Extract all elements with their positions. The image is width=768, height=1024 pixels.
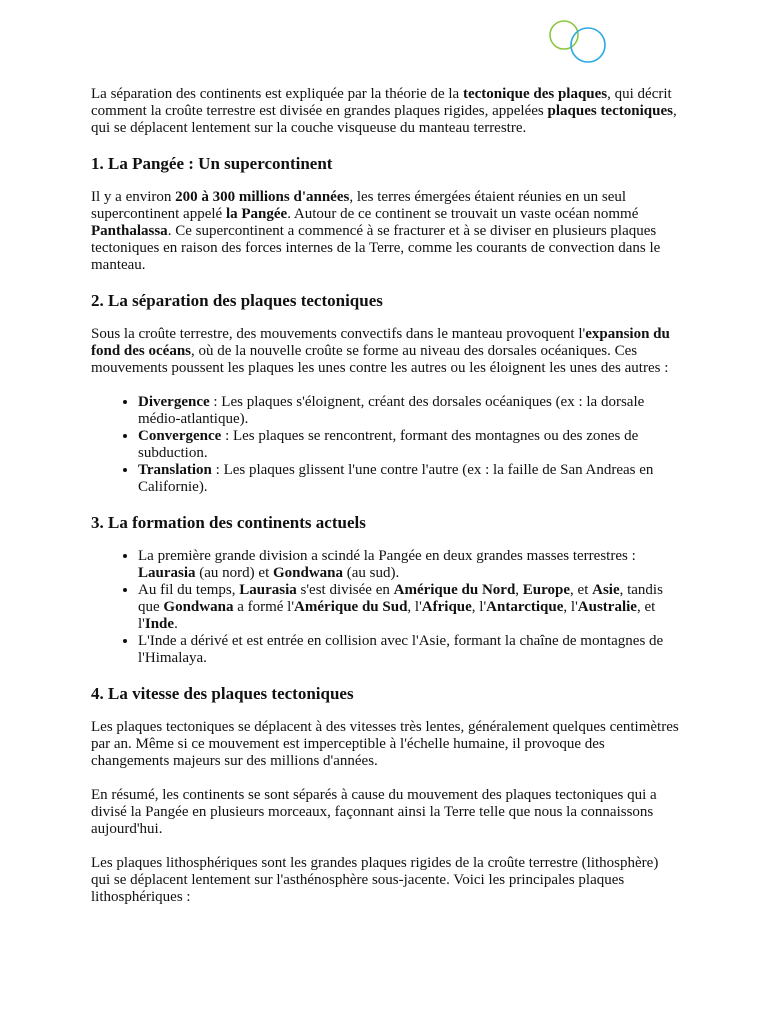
bold-term: tectonique des plaques [462, 86, 608, 102]
bold-term: Convergence [138, 428, 222, 444]
section-1-title: 1. La Pangée : Un supercontinent [91, 154, 333, 173]
list-item: • Au fil du temps, Laurasia s'est divisée en Amérique du Nord, Europe, et Asie, tandis que Gondwana a formé l'Amérique du Sud, l'Afrique, l'Antarctique, l'Australie, et l'Inde. [138, 582, 681, 633]
list-item: • La première grande division a scindé la Pangée en deux grandes masses terrestres : Laurasia (au nord) et Gondwana (au sud). [138, 548, 681, 582]
document-content [91, 86, 681, 923]
plate-movements-list [91, 394, 681, 496]
bold-term: Divergence [138, 394, 210, 410]
section-3-title: 3. La formation des continents actuels [91, 513, 366, 532]
intro-paragraph: La séparation des continents est expliquée par la théorie de la tectonique des plaques, qui décrit comment la croûte terrestre est divisée en grandes plaques rigides, appelées plaques tectoniques, qui se déplacent lentement sur la couche visqueuse du manteau terrestre. [91, 86, 677, 136]
bold-term: Australie [577, 599, 637, 615]
logo-circles [546, 16, 610, 66]
bold-term: Translation [138, 462, 212, 478]
bold-term: Laurasia [239, 582, 297, 598]
bold-term: Laurasia [138, 565, 196, 581]
closing-paragraph: Les plaques lithosphériques sont les grandes plaques rigides de la croûte terrestre (lithosphère) qui se déplacent lentement sur l'asthénosphère sous-jacente. Voici les principales plaques lithosphériques : [91, 855, 659, 905]
list-item: • Divergence : Les plaques s'éloignent, créant des dorsales océaniques (ex : la dorsale médio-atlantique). [138, 394, 681, 428]
bold-term: Gondwana [272, 565, 344, 581]
list-item: • Convergence : Les plaques se rencontrent, formant des montagnes ou des zones de subduction. [138, 428, 681, 462]
bold-term: la Pangée [225, 206, 288, 222]
bold-term: 200 à 300 millions d'années [175, 189, 350, 205]
section-4-paragraph: Les plaques tectoniques se déplacent à des vitesses très lentes, généralement quelques centimètres par an. Même si ce mouvement est imperceptible à l'échelle humaine, il provoque des changements majeurs sur des millions d'années. [91, 719, 679, 769]
list-item: • L'Inde a dérivé et est entrée en collision avec l'Asie, formant la chaîne de montagnes de l'Himalaya. [138, 633, 681, 667]
section-2-title: 2. La séparation des plaques tectoniques [91, 291, 383, 310]
section-2-paragraph: Sous la croûte terrestre, des mouvements convectifs dans le manteau provoquent l'expansion du fond des océans, où de la nouvelle croûte se forme au niveau des dorsales océaniques. Ces mouvements poussent les plaques les unes contre les autres ou les éloignent les unes des autres : [91, 326, 670, 376]
bold-term: Panthalassa [91, 223, 168, 239]
bold-term: Amérique du Sud [294, 599, 408, 615]
bold-term: expansion du fond des océans [91, 326, 670, 359]
continent-formation-list [91, 548, 681, 667]
bold-term: Afrique [421, 599, 472, 615]
bold-term: Gondwana [163, 599, 234, 615]
bold-term: Asie [592, 582, 620, 598]
bold-term: Inde [144, 616, 175, 632]
logo-blue-circle [571, 28, 605, 62]
summary-paragraph: En résumé, les continents se sont séparés à cause du mouvement des plaques tectoniques qui a divisé la Pangée en plusieurs morceaux, façonnant ainsi la Terre telle que nous la connaissons aujourd'hui. [91, 787, 657, 837]
section-1-paragraph: Il y a environ 200 à 300 millions d'années, les terres émergées étaient réunies en un seul supercontinent appelé la Pangée. Autour de ce continent se trouvait un vaste océan nommé Panthalassa. Ce supercontinent a commencé à se fracturer et à se diviser en plusieurs plaques tectoniques en raison des forces internes de la Terre, comme les courants de convection dans le manteau. [91, 189, 661, 273]
list-item: • Translation : Les plaques glissent l'une contre l'autre (ex : la faille de San Andreas en Californie). [138, 462, 681, 496]
bold-term: Europe [522, 582, 571, 598]
bold-term: Antarctique [486, 599, 564, 615]
bold-term: plaques tectoniques [547, 103, 673, 119]
bold-term: Amérique du Nord [393, 582, 516, 598]
section-4-title: 4. La vitesse des plaques tectoniques [91, 684, 354, 703]
